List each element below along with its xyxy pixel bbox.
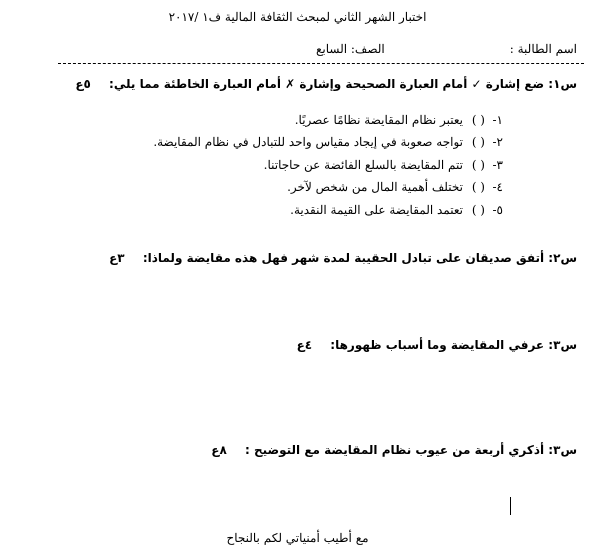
list-item (83, 131, 503, 153)
header-divider (58, 63, 584, 64)
answer-box[interactable]: ( ) (471, 180, 485, 195)
list-item (83, 176, 503, 198)
question-4 (211, 443, 577, 457)
question-1-mark: ٥ع (75, 77, 91, 91)
item-number: ٤- (492, 180, 503, 195)
exam-title: اختبار الشهر الثاني لمبحث الثقافة المالية ف١ /٢٠١٧ (168, 10, 427, 24)
answer-box[interactable]: ( ) (471, 157, 485, 172)
question-4-text: س٣: أذكري أربعة من عيوب نظام المقايضة مع التوضيح : (244, 443, 577, 457)
true-false-list (83, 109, 503, 221)
item-text: تختلف أهمية المال من شخص لآخر. (287, 180, 463, 195)
answer-box[interactable]: ( ) (471, 202, 485, 217)
item-number: ١- (492, 113, 503, 127)
answer-box[interactable]: ( ) (471, 135, 485, 150)
item-number: ٥- (492, 202, 503, 217)
item-text: تتم المقايضة بالسلع الفائضة عن حاجاتنا. (263, 157, 463, 172)
list-item (83, 199, 503, 221)
question-1-text: س١: ضع إشارة ✓ أمام العبارة الصحيحة وإشارة ✗ أمام العبارة الخاطئة مما يلي: (109, 77, 577, 91)
list-item (83, 154, 503, 176)
grade-label: الصف: السابع (316, 42, 385, 56)
question-3-text: س٣: عرفي المقايضة وما أسباب ظهورها: (330, 338, 577, 352)
item-number: ٢- (492, 135, 503, 150)
question-2-text: س٢: أتفق صديقان على تبادل الحقيبة لمدة شهر فهل هذه مقايضة ولماذا: (142, 251, 577, 265)
item-text: يعتبر نظام المقايضة نظامًا عصريًا. (294, 113, 463, 127)
item-text: تواجه صعوبة في إيجاد مقياس واحد للتبادل في نظام المقايضة. (153, 135, 463, 150)
answer-box[interactable]: ( ) (471, 113, 485, 127)
text-cursor (510, 497, 511, 515)
question-1 (75, 77, 577, 91)
item-number: ٣- (492, 157, 503, 172)
question-3 (297, 338, 577, 352)
item-text: تعتمد المقايضة على القيمة النقدية. (290, 202, 463, 217)
closing-message: مع أطيب أمنياتي لكم بالنجاح (226, 531, 369, 545)
student-name-label: اسم الطالبة : (509, 42, 577, 56)
question-4-mark: ٨ع (211, 443, 227, 457)
question-2 (109, 251, 577, 265)
list-item (83, 109, 503, 131)
question-2-mark: ٣ع (109, 251, 125, 265)
question-3-mark: ٤ع (296, 338, 313, 352)
